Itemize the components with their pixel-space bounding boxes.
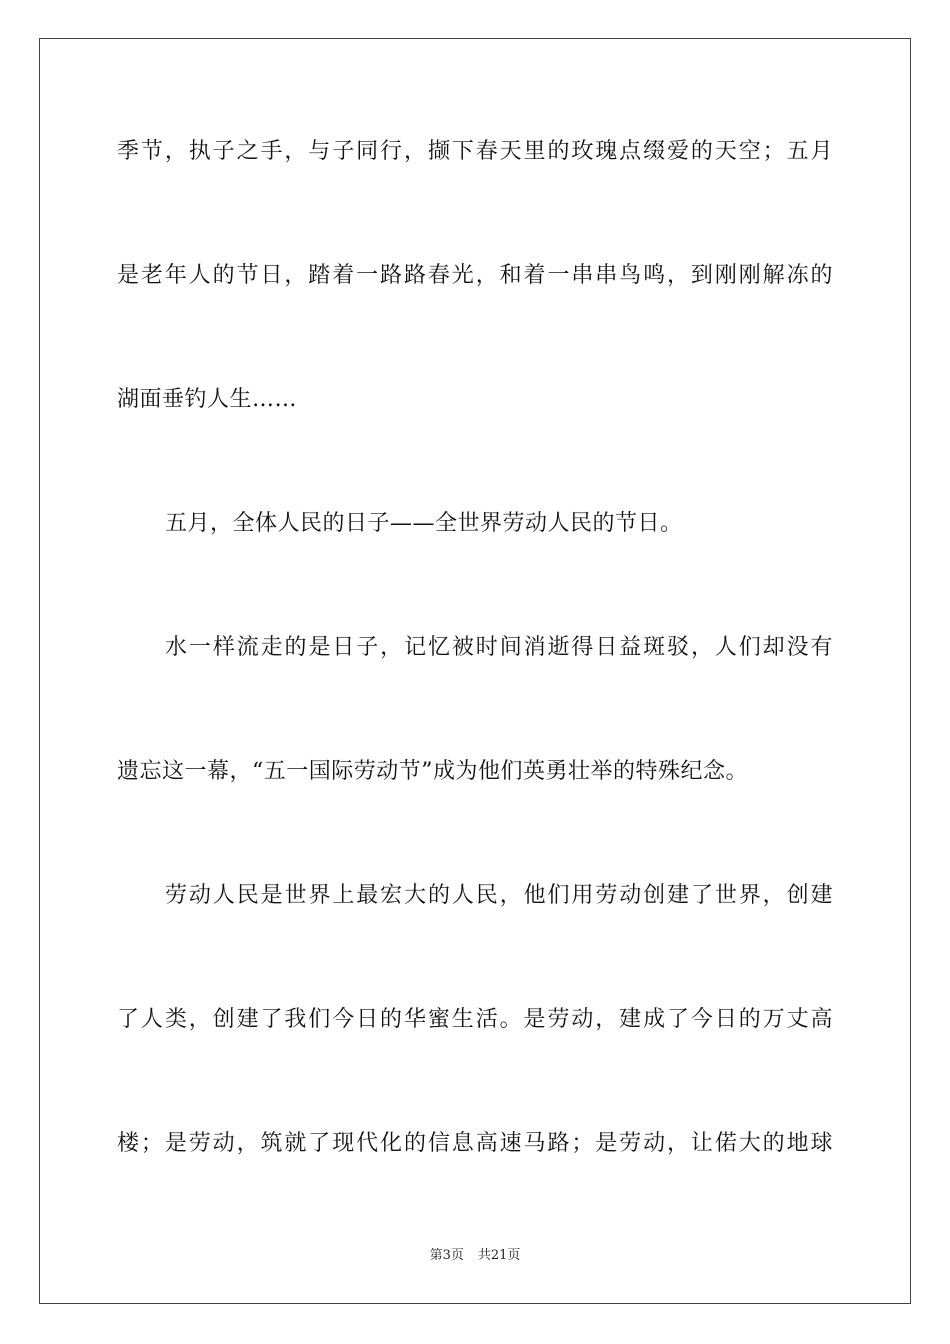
paragraph-line: 劳动人民是世界上最宏大的人民，他们用劳动创建了世界，创建 [165,883,833,908]
paragraph-line: 了人类，创建了我们今日的华蜜生活。是劳动，建成了今日的万丈高 [117,1007,833,1032]
paragraph-line: 湖面垂钓人生…… [117,387,298,412]
total-pages: 共21页 [477,1248,521,1263]
paragraph-line: 楼；是劳动，筑就了现代化的信息高速马路；是劳动，让偌大的地球 [117,1131,833,1156]
paragraph-line: 水一样流走的是日子，记忆被时间消逝得日益斑驳，人们却没有 [165,635,833,660]
paragraph-line: 是老年人的节日，踏着一路路春光，和着一串串鸟鸣，到刚刚解冻的 [117,263,833,288]
paragraph-line: 季节，执子之手，与子同行，撷下春天里的玫瑰点缀爱的天空；五月 [117,139,833,164]
paragraph-line: 遗忘这一幕，“五一国际劳动节”成为他们英勇壮举的特殊纪念。 [117,759,748,784]
page-footer [0,1247,950,1265]
current-page-number: 第3页 [429,1248,464,1263]
paragraph-line: 五月，全体人民的日子——全世界劳动人民的节日。 [165,511,683,536]
page-border [39,38,911,1304]
